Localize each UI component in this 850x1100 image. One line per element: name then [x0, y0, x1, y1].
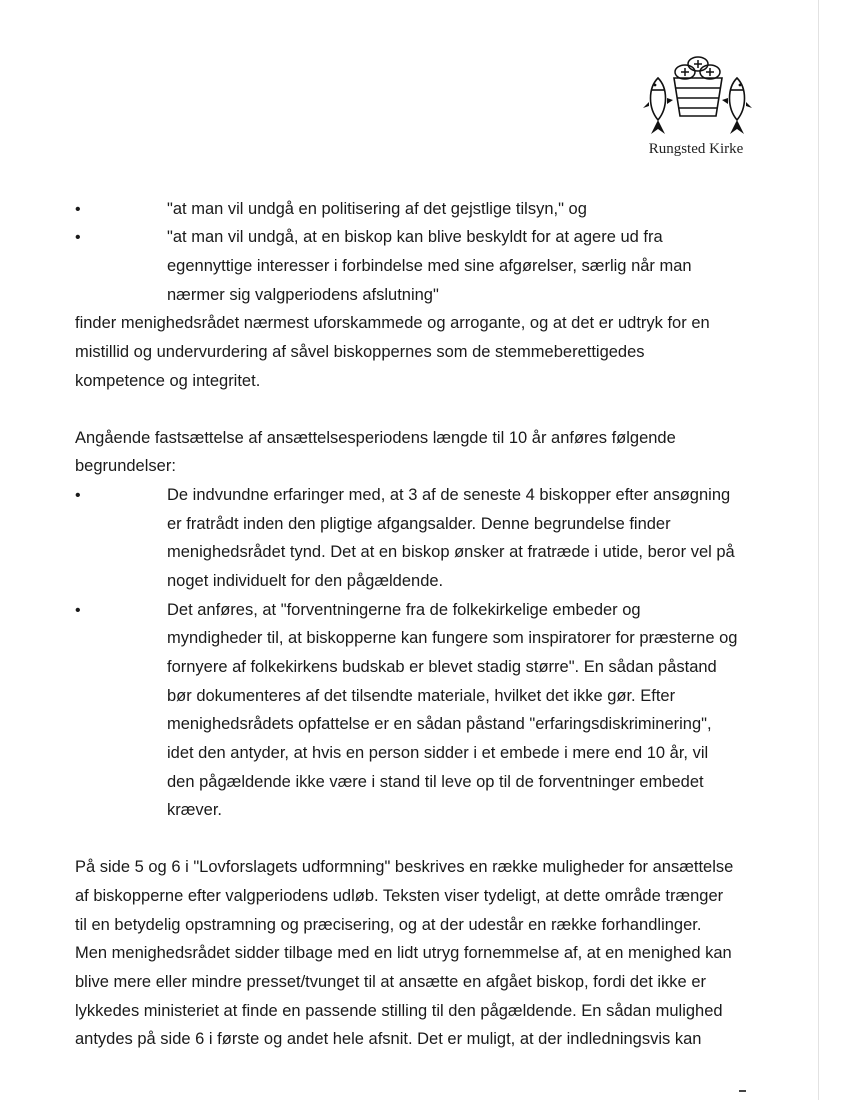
- paragraph-line: På side 5 og 6 i "Lovforslagets udformning" beskrives en række muligheder for ansættelse: [75, 858, 734, 876]
- bullet-dot: •: [75, 602, 81, 619]
- bullet-text-line: "at man vil undgå en politisering af det gejstlige tilsyn," og: [167, 200, 587, 218]
- paragraph-line: blive mere eller mindre presset/tvunget til at ansætte en afgået biskop, fordi det ikke er: [75, 973, 706, 991]
- paragraph-line: antydes på side 6 i første og andet hele afsnit. Det er muligt, at der indledningsvis kan: [75, 1030, 702, 1048]
- bullet-dot: •: [75, 201, 81, 218]
- paragraph-line: kompetence og integritet.: [75, 372, 261, 390]
- bullet-dot: •: [75, 487, 81, 504]
- paragraph-line: Men menighedsrådet sidder tilbage med en lidt utryg fornemmelse af, at en menighed kan: [75, 944, 732, 962]
- paragraph-line: mistillid og undervurdering af såvel biskoppernes som de stemmeberettigedes: [75, 343, 645, 361]
- bullet-text-line: fornyere af folkekirkens budskab er blevet stadig større". En sådan påstand: [167, 658, 717, 676]
- bullet-text-line: bør dokumenteres af det tilsendte materiale, hvilket det ikke gør. Efter: [167, 687, 676, 705]
- scan-edge-line: [818, 0, 819, 1100]
- bullet-text-line: De indvundne erfaringer med, at 3 af de seneste 4 biskopper efter ansøgning: [167, 486, 731, 504]
- scan-mark: [739, 1090, 746, 1092]
- paragraph-line: af biskopperne efter valgperiodens udløb. Teksten viser tydeligt, at dette område trænger: [75, 887, 724, 905]
- paragraph-line: til en betydelig opstramning og præcisering, og at der udestår en række forhandlinger.: [75, 916, 702, 934]
- bullet-text-line: menighedsrådet tynd. Det at en biskop ønsker at fratræde i utide, beror vel på: [167, 543, 735, 561]
- paragraph-line: begrundelser:: [75, 457, 176, 475]
- paragraph-line: finder menighedsrådet nærmest uforskammede og arrogante, og at det er udtryk for en: [75, 314, 710, 332]
- bullet-text-line: egennyttige interesser i forbindelse med sine afgørelser, særlig når man: [167, 257, 692, 275]
- bullet-text-line: er fratrådt inden den pligtige afgangsalder. Denne begrundelse finder: [167, 515, 671, 533]
- bullet-text-line: idet den antyder, at hvis en person sidder i et embede i mere end 10 år, vil: [167, 744, 709, 762]
- bullet-text-line: Det anføres, at "forventningerne fra de folkekirkelige embeder og: [167, 601, 641, 619]
- bullet-text-line: menighedsrådets opfattelse er en sådan påstand "erfaringsdiskriminering",: [167, 715, 712, 733]
- paragraph-line: Angående fastsættelse af ansættelsesperiodens længde til 10 år anføres følgende: [75, 429, 676, 447]
- bullet-text-line: myndigheder til, at biskopperne kan fungere som inspiratorer for præsterne og: [167, 629, 738, 647]
- bullet-dot: •: [75, 229, 81, 246]
- church-fish-basket-logo-icon: [640, 50, 755, 140]
- paragraph-line: lykkedes ministeriet at finde en passende stilling til den pågældende. En sådan mulighed: [75, 1002, 723, 1020]
- church-name-caption: Rungsted Kirke: [648, 141, 744, 157]
- bullet-text-line: den pågældende ikke være i stand til leve op til de forventninger embedet: [167, 773, 704, 791]
- bullet-text-line: kræver.: [167, 801, 223, 819]
- bullet-text-line: nærmer sig valgperiodens afslutning": [167, 286, 439, 304]
- bullet-text-line: "at man vil undgå, at en biskop kan blive beskyldt for at agere ud fra: [167, 228, 663, 246]
- bullet-text-line: noget individuelt for den pågældende.: [167, 572, 444, 590]
